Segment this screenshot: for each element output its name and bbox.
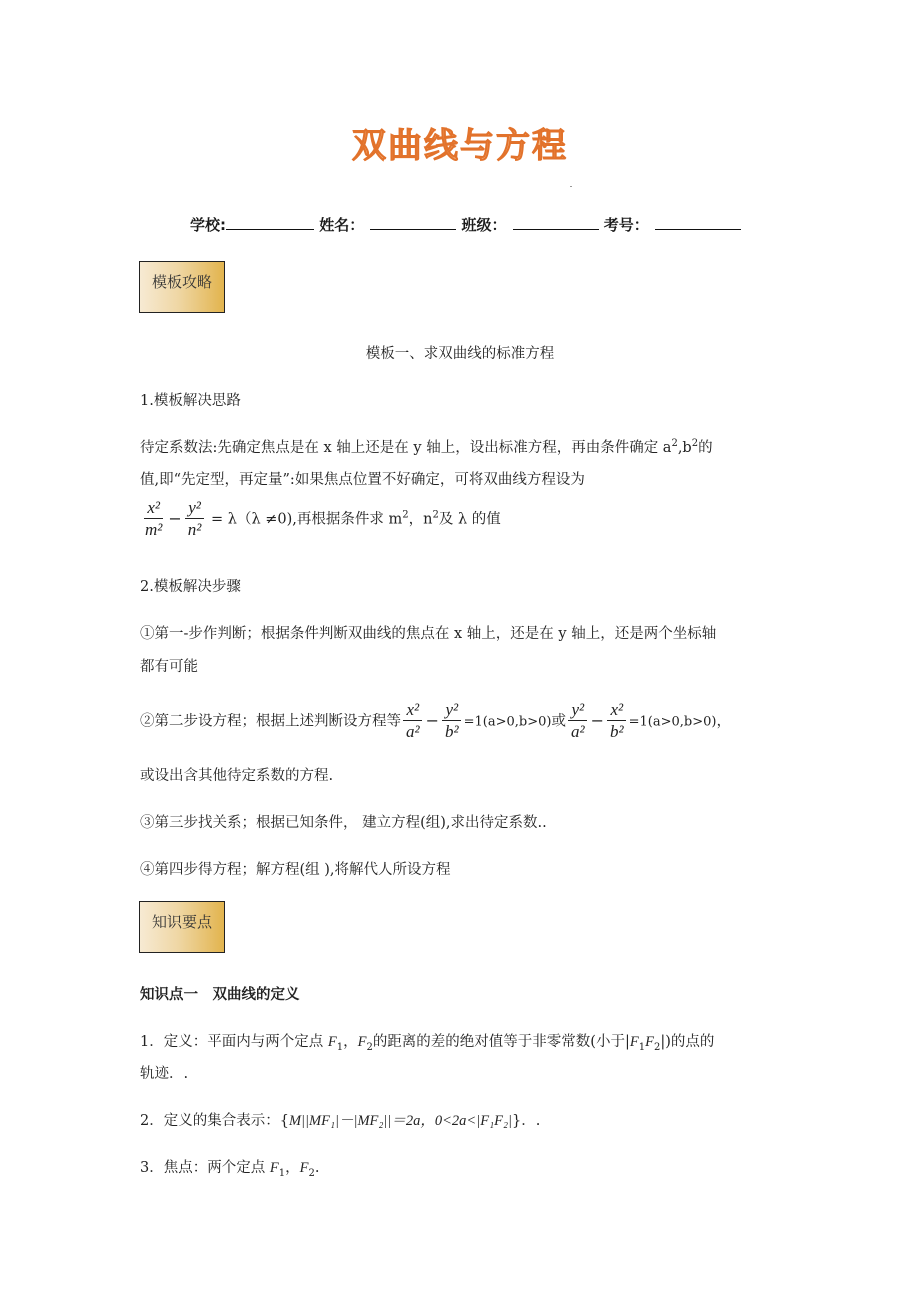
method-line-1 xyxy=(140,436,713,457)
school-label: 学校: xyxy=(190,216,226,234)
fraction-y2-a2 xyxy=(568,700,588,743)
text: ， xyxy=(285,1160,300,1176)
numerator: x² xyxy=(607,700,626,721)
text: 3．焦点：两个定点 xyxy=(140,1160,270,1176)
sub: 1 xyxy=(278,1167,286,1179)
math-var: F xyxy=(357,1034,367,1050)
name-label: 姓名： xyxy=(319,216,365,234)
sub: 2 xyxy=(653,1041,661,1053)
text: . xyxy=(314,1160,320,1176)
fraction-y2-n2 xyxy=(185,498,205,541)
text: ，n xyxy=(408,511,433,528)
numerator: y² xyxy=(568,700,587,721)
denominator: a² xyxy=(406,722,420,741)
text: =1(a>0,b>0) xyxy=(628,714,717,730)
step3-line: ③第三步找关系；根据已知条件， 建立方程(组),求出待定系数.. xyxy=(140,815,547,831)
sup: 2 xyxy=(691,438,699,450)
denominator: b² xyxy=(609,722,624,741)
sub: 2 xyxy=(366,1041,373,1053)
step1-line-2: 都有可能 xyxy=(140,659,198,675)
text: 的距离的差的绝对值等于非零常数(小于| xyxy=(372,1034,630,1050)
text: 2．定义的集合表示：{ xyxy=(140,1113,289,1129)
definition-line-1 xyxy=(140,1030,714,1051)
sub: 2 xyxy=(308,1167,315,1179)
text: |)的点的 xyxy=(660,1034,715,1050)
text: 1．定义：平面内与两个定点 xyxy=(140,1034,328,1050)
student-info-row xyxy=(190,214,741,235)
sub: 1 xyxy=(336,1041,344,1053)
section-tag-knowledge-points: 知识要点 xyxy=(139,901,225,953)
minus-sign: − xyxy=(425,710,440,730)
denominator: m² xyxy=(145,520,163,539)
decorative-dot xyxy=(570,186,572,187)
formula-lambda-line xyxy=(140,498,501,541)
minus-sign: − xyxy=(590,710,604,730)
math-var: F xyxy=(645,1034,654,1050)
text: ,b xyxy=(677,440,692,456)
fraction-x2-a2 xyxy=(403,700,423,743)
sup: 2 xyxy=(432,509,439,521)
math-var: F xyxy=(299,1160,309,1176)
step2-line-2: 或设出含其他待定系数的方程. xyxy=(140,768,334,784)
text: 待定系数法:先确定焦点是在 x 轴上还是在 y 轴上，设出标准方程，再由条件确定 a xyxy=(140,440,672,456)
minus-sign: − xyxy=(168,508,182,528)
set-expression: M||MF₁|－|MF₂||＝2a，0<2a<|F₁F₂| xyxy=(288,1113,512,1129)
section-tag-template-strategy: 模板攻略 xyxy=(139,261,225,313)
sub1-title: 1.模板解决思路 xyxy=(140,393,241,409)
set-definition-line xyxy=(140,1109,540,1130)
numerator: x² xyxy=(144,498,163,519)
math-var: F xyxy=(629,1034,639,1050)
denominator: n² xyxy=(187,520,202,539)
document-title: 双曲线与方程 xyxy=(352,126,568,166)
text: = λ（λ ≠0),再根据条件求 m xyxy=(211,511,403,528)
text: ②第二步设方程；根据上述判断设方程等 xyxy=(140,713,401,730)
exam-number-blank[interactable] xyxy=(655,215,741,230)
text: ， xyxy=(716,713,731,730)
numerator: y² xyxy=(185,498,204,519)
text: 或 xyxy=(551,713,566,730)
sub: 1 xyxy=(638,1041,646,1053)
text: ， xyxy=(343,1034,358,1050)
fraction-y2-b2 xyxy=(442,700,462,743)
class-label: 班级： xyxy=(461,216,507,234)
step1-line-1: ①第一-步作判断；根据条件判断双曲线的焦点在 x 轴上，还是在 y 轴上，还是两个坐标轴 xyxy=(140,626,717,642)
denominator: a² xyxy=(570,722,585,741)
numerator: x² xyxy=(403,700,422,721)
name-blank[interactable] xyxy=(370,215,456,230)
math-var: F xyxy=(269,1160,279,1176)
text: =1(a>0,b>0) xyxy=(463,714,552,730)
fraction-x2-b2 xyxy=(607,700,627,743)
foci-line xyxy=(140,1156,319,1177)
numerator: y² xyxy=(442,700,461,721)
knowledge-one-heading: 知识点一 双曲线的定义 xyxy=(140,987,300,1003)
text: }．. xyxy=(512,1113,541,1129)
step4-line: ④第四步得方程；解方程(组 ),将解代人所设方程 xyxy=(140,862,451,878)
method-line-2: 值,即“先定型，再定量”:如果焦点位置不好确定，可将双曲线方程设为 xyxy=(140,472,585,488)
fraction-x2-m2 xyxy=(142,498,165,541)
step2-line-1 xyxy=(140,700,731,743)
class-blank[interactable] xyxy=(513,215,599,230)
math-var: F xyxy=(327,1034,337,1050)
exam-number-label: 考号： xyxy=(603,216,649,234)
sup: 2 xyxy=(671,438,678,450)
sub2-title: 2.模板解决步骤 xyxy=(140,579,241,595)
definition-line-2: 轨迹．. xyxy=(140,1066,189,1082)
sup: 2 xyxy=(402,509,409,521)
school-blank[interactable] xyxy=(226,215,314,230)
text: 及 λ 的值 xyxy=(438,511,501,528)
denominator: b² xyxy=(445,722,459,741)
text: 的 xyxy=(698,440,713,456)
template-one-heading: 模板一、求双曲线的标准方程 xyxy=(365,346,555,362)
